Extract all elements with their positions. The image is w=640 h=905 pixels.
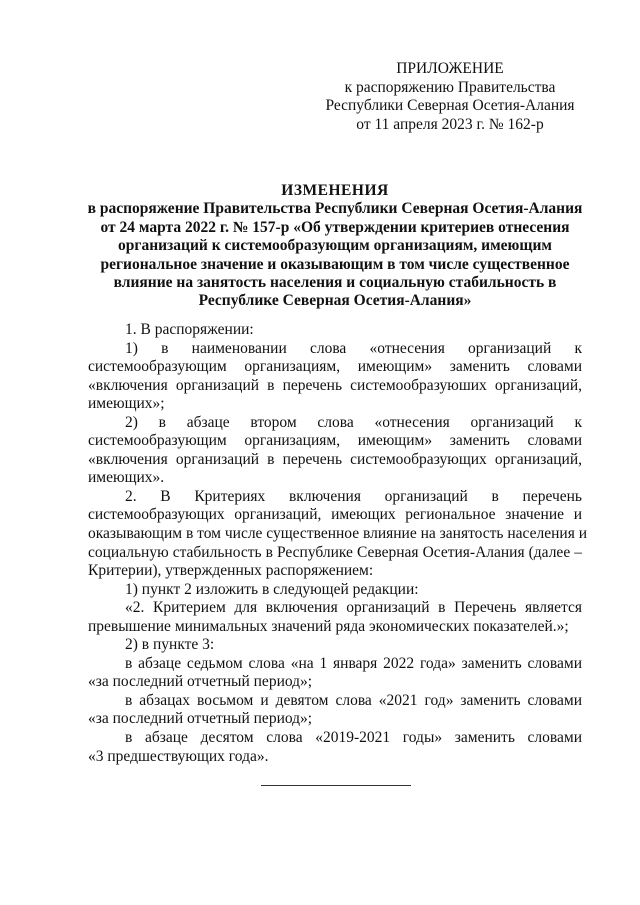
title-line: организаций к системообразующим организациям, имеющим: [118, 237, 552, 255]
body-line: имеющих».: [88, 469, 165, 487]
body-line: системообразующим организациям, имеющим» заменить словами: [88, 432, 582, 450]
body-line: системообразующим организациям, имеющим» заменить словами: [88, 358, 582, 376]
body-line: «2. Критерием для включения организаций в Перечень является: [125, 599, 582, 617]
body-line: 1) пункт 2 изложить в следующей редакции:: [125, 580, 419, 598]
title-line: влияние на занятость населения и социальную стабильность в: [113, 274, 557, 292]
title-line: в распоряжение Правительства Республики Северная Осетия-Алания: [87, 200, 583, 218]
appendix-line: Республики Северная Осетия-Алания: [325, 97, 575, 114]
body-line: оказывающим в том числе существенное влияние на занятость населения и: [88, 525, 588, 543]
body-line: «за последний отчетный период»;: [88, 673, 313, 691]
appendix-label: ПРИЛОЖЕНИЕ: [396, 60, 504, 77]
title-line: Республике Северная Осетия-Алания»: [198, 292, 472, 310]
body-line: 2) в абзаце втором слова «отнесения организаций к: [125, 413, 582, 431]
body-line: «включения организаций в перечень системообразующих организаций,: [88, 450, 582, 468]
body-line: «за последний отчетный период»;: [88, 710, 313, 728]
appendix-line: к распоряжению Правительства: [344, 78, 556, 96]
body-line: «3 предшествующих года».: [88, 747, 269, 765]
body-line: 1) в наименовании слова «отнесения организаций к: [125, 339, 582, 357]
body-line: системообразующих организаций, имеющих региональное значение и: [88, 506, 582, 524]
title-line: региональное значение и оказывающим в том числе существенное: [100, 255, 570, 273]
title-heading: ИЗМЕНЕНИЯ: [281, 182, 389, 199]
body-line: «включения организаций в перечень системообразуюших организаций,: [88, 376, 582, 394]
section-1-heading: 1. В распоряжении:: [125, 321, 254, 338]
end-separator-line: [261, 785, 411, 786]
body-line: превышение минимальных значений ряда экономических показателей.»;: [88, 617, 569, 635]
body-line: в абзаце десятом слова «2019-2021 годы» заменить словами: [125, 729, 582, 747]
section-2-heading: 2. В Критериях включения организаций в перечень: [125, 487, 582, 505]
document-body: [88, 321, 588, 766]
title-line: от 24 марта 2022 г. № 157-р «Об утверждении критериев отнесения: [100, 218, 570, 236]
document-title: [80, 182, 590, 311]
body-line: Критерии), утвержденных распоряжением:: [88, 562, 374, 580]
body-line: 2) в пункте 3:: [125, 636, 215, 654]
body-line: имеющих»;: [88, 395, 165, 413]
appendix-date-number: от 11 апреля 2023 г. № 162-р: [356, 115, 544, 133]
body-line: в абзаце седьмом слова «на 1 января 2022 года» заменить словами: [125, 654, 582, 672]
body-line: социальную стабильность в Республике Северная Осетия-Алания (далее –: [88, 543, 582, 561]
body-line: в абзацах восьмом и девятом слова «2021 год» заменить словами: [125, 691, 582, 709]
appendix-header: [300, 60, 600, 134]
